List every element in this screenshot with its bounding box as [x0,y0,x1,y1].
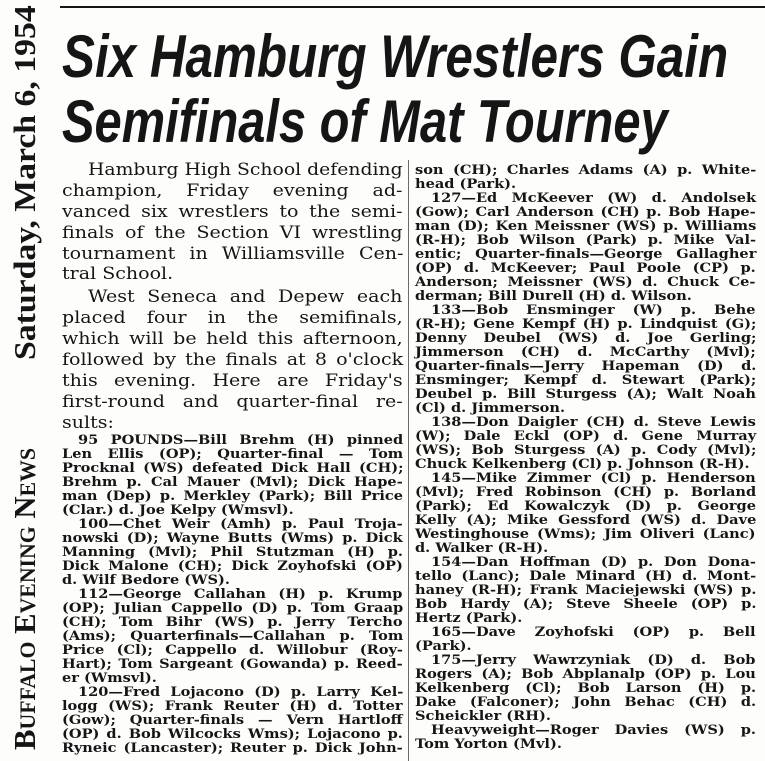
intro-line [62,160,403,181]
results-line-text: Kelly (A); Mike Gessford (WS) d. Dave [415,513,757,528]
results-line [415,542,756,556]
results-line [62,518,403,532]
intro-line-text: placed four in the semifinals, [62,308,403,329]
results-line-text: 112—George Callahan (H) p. Krump [78,586,403,602]
publication-date: Saturday, March 6, 1954 [7,5,42,360]
results-line-text: (OP) d. Bob Wilcocks Wms); Lojacono p. [62,726,403,742]
results-line [62,728,403,742]
results-line-text: (Gow); Carl Anderson (CH) p. Bob Hape- [415,205,756,220]
results-line-text: haney (R-H); Frank Maciejewski (WS) p. [415,583,757,598]
intro-line [62,287,403,308]
results-line-text: er (Wmsvl). [62,670,157,686]
results-line [415,220,756,234]
results-list-left [62,434,403,756]
results-line [415,178,756,192]
results-paragraph [62,434,403,518]
results-line-text: derman; Bill Durell (H) d. Wilson. [415,289,692,304]
results-line [415,360,756,374]
results-line [62,504,403,518]
intro-line [62,350,403,371]
headline [62,24,765,154]
results-line-text: Price (Cl); Cappello d. Willobur (Roy- [62,642,403,658]
results-line [415,584,756,598]
results-line-text: Denny Deubel (WS) d. Joe Gerling; [415,331,757,346]
results-line-text: (Mvl); Fred Robinson (CH) p. Borland [415,485,757,500]
results-line-text: head (Park). [415,177,517,192]
headline-line-2-text: Semifinals of Mat Tourney [62,88,668,155]
results-line [415,318,756,332]
intro-line-text: finals of the Section VI wrestling [62,222,403,243]
left-column [62,160,403,756]
results-line-text: 175—Jerry Wawrzyniak (D) d. Bob [431,653,756,668]
results-line-text: (Park); Ed Kowalczyk (D) p. George [415,499,756,514]
results-line [62,448,403,462]
results-line-text: man (D); Ken Meissner (WS) p. Williams [415,219,757,234]
results-line [62,644,403,658]
results-line [62,714,403,728]
results-line-text: Heavyweight—Roger Davies (WS) p. [431,723,756,738]
results-line [415,570,756,584]
results-line [415,668,756,682]
intro-line-text: West Seneca and Depew each [88,287,403,308]
results-paragraph [415,164,756,192]
results-paragraph [415,472,756,556]
results-line-text: nowski (D); Wayne Butts (Wms) p. Dick [62,530,403,546]
results-line [415,528,756,542]
headline-line-1-text: Six Hamburg Wrestlers Gain [62,23,729,90]
results-line-text: Ryneic (Lancaster); Reuter p. Dick John- [62,740,403,756]
results-line [415,458,756,472]
results-line-text: Dick Malone (CH); Dick Zoyhofski (OP) [62,558,403,574]
results-line [415,444,756,458]
results-line [415,472,756,486]
results-line [62,434,403,448]
results-line [415,374,756,388]
results-line-text: d. Walker (R-H). [415,541,549,556]
intro-line [62,329,403,350]
results-line [415,724,756,738]
results-line-text: (OP) d. McKeever; Paul Poole (CP) p. [415,261,756,276]
headline-line [62,24,765,89]
intro-line [62,223,403,244]
results-line [415,206,756,220]
results-line [415,612,756,626]
results-paragraph [62,588,403,686]
results-paragraph [415,304,756,416]
results-line [415,598,756,612]
results-line [62,672,403,686]
results-line-text: 95 POUNDS—Bill Brehm (H) pinned [78,432,404,448]
results-line [415,710,756,724]
results-line-text: (W); Dale Eckl (OP) d. Gene Murray [415,429,757,444]
results-line [415,626,756,640]
results-line [62,742,403,756]
results-line-text: (Clar.) d. Joe Kelpy (Wmsvl). [62,502,294,518]
results-line-text: man (Dep) p. Merkley (Park); Bill Price [62,488,403,504]
results-line-text: Chuck Kelkenberg (Cl) p. Johnson (R-H). [415,457,750,472]
results-line-text: (CH); Tom Bihr (WS) p. Jerry Tercho [62,614,403,630]
results-line-text: Rogers (A); Bob Abplanalp (OP) p. Lou [415,667,756,682]
results-line [415,402,756,416]
results-line-text: Hertz (Park). [415,611,523,626]
results-line-text: Bob Hardy (A); Steve Sheele (OP) p. [415,597,757,612]
results-line-text: Brehm p. Cal Mauer (Mvl); Dick Hape- [62,474,403,490]
intro-line-text: which will be held this afternoon, [62,329,403,350]
results-line [415,430,756,444]
results-line [415,738,756,752]
results-line-text: 133—Bob Ensminger (W) p. Behe [431,303,756,318]
results-line [62,532,403,546]
results-paragraph [62,686,403,756]
results-line [415,346,756,360]
results-line-text: son (CH); Charles Adams (A) p. White- [415,163,757,178]
results-paragraph [415,654,756,724]
results-line-text: (R-H); Bob Wilson (Park) p. Mike Val- [415,233,757,248]
results-line [415,416,756,430]
results-line-text: 154—Dan Hoffman (D) p. Don Dona- [431,555,756,570]
results-line [415,192,756,206]
intro-line [62,181,403,202]
results-line [62,588,403,602]
results-line-text: Ensminger; Kempf d. Stewart (Park); [415,373,757,388]
results-line-text: 138—Don Daigler (CH) d. Steve Lewis [431,415,756,430]
results-line [415,234,756,248]
newspaper-name: Buffalo Evening News [7,448,42,750]
results-line [415,332,756,346]
results-line [415,556,756,570]
results-line-text: logg (WS); Frank Reuter (H) d. Totter [62,698,403,714]
results-line [415,304,756,318]
results-line-text: Anderson; Meissner (WS) d. Chuck Ce- [415,275,756,290]
results-line [415,654,756,668]
results-line [62,658,403,672]
results-line [62,490,403,504]
results-line-text: Jimmerson (CH) d. McCarthy (Mvl); [415,345,756,360]
results-line [415,276,756,290]
results-paragraph [415,724,756,752]
results-line [62,546,403,560]
results-line-text: Manning (Mvl); Phil Stutzman (H) p. [62,544,403,560]
results-line [415,388,756,402]
intro-line [62,244,403,265]
results-line [415,164,756,178]
results-line [415,696,756,710]
results-line [415,640,756,654]
intro-line [62,308,403,329]
results-line-text: Quarter-finals—Jerry Hapeman (D) d. [415,359,757,374]
results-paragraph [415,192,756,304]
intro-line-text: vanced six wrestlers to the semi- [62,201,403,222]
results-paragraph [415,556,756,626]
results-line [62,616,403,630]
intro-line-text: Hamburg High School defending [88,160,403,180]
column-divider [408,160,409,761]
results-line-text: Hart); Tom Sargeant (Gowanda) p. Reed- [62,656,403,672]
results-line-text: 120—Fred Lojacono (D) p. Larry Kel- [78,684,404,700]
results-line [62,602,403,616]
results-line-text: Procknal (WS) defeated Dick Hall (CH); [62,460,404,476]
results-line-text: Deubel p. Bill Sturgess (A); Walt Noah [415,387,757,402]
results-line-text: d. Wilf Bedore (WS). [62,572,230,588]
intro-line-text: tournament in Williamsville Cen- [62,243,404,264]
intro-line-text: tral School. [62,264,174,285]
intro-line-text: first-round and quarter-final re- [62,391,403,412]
results-paragraph [415,626,756,654]
results-list-right [415,164,756,752]
results-line-text: 145—Mike Zimmer (Cl) p. Henderson [431,471,756,486]
results-line-text: Dake (Falconer); John Behac (CH) d. [415,695,757,710]
results-line [62,462,403,476]
results-line [415,248,756,262]
results-paragraph [62,518,403,588]
results-line [62,560,403,574]
results-line-text: 165—Dave Zoyhofski (OP) p. Bell [431,625,756,640]
intro-line-text: this evening. Here are Friday's [62,370,403,391]
results-line [415,514,756,528]
results-line-text: Tom Yorton (Mvl). [415,737,562,752]
results-line-text: (Park). [415,639,472,654]
results-line [62,574,403,588]
results-line-text: Len Ellis (OP); Quarter-final — Tom [62,446,404,462]
results-line-text: (OP); Julian Cappello (D) p. Tom Graap [62,600,404,616]
results-line [415,486,756,500]
results-line [415,262,756,276]
top-rule [60,6,765,8]
results-line [415,682,756,696]
results-line-text: Westinghouse (Wms); Jim Oliveri (Lanc) [415,527,756,542]
results-line-text: (WS); Bob Sturgess (A) p. Cody (Mvl); [415,443,757,458]
intro-line-text: followed by the finals at 8 o'clock [62,350,404,371]
results-line-text: Kelkenberg (Cl); Bob Larson (H) p. [415,681,757,696]
results-line [62,476,403,490]
intro-paragraph [62,287,403,433]
results-line [62,630,403,644]
masthead-strip [0,0,50,761]
results-line-text: (Gow); Quarter-finals — Vern Hartloff [62,712,403,728]
headline-line [62,89,765,154]
intro-line-text: champion, Friday evening ad- [62,180,403,201]
intro-line [62,264,403,285]
intro-paragraph [62,160,403,285]
results-line-text: (Ams); Quarterfinals—Callahan p. Tom [62,628,404,644]
intro-text [62,160,403,434]
intro-line [62,202,403,223]
results-line-text: 100—Chet Weir (Amh) p. Paul Troja- [78,516,403,532]
results-line [62,700,403,714]
right-column [415,164,756,752]
intro-line [62,371,403,392]
intro-line-text: sults: [62,412,114,433]
results-line-text: 127—Ed McKeever (W) d. Andolsek [431,191,757,206]
results-line-text: (Cl) d. Jimmerson. [415,401,566,416]
results-line-text: entic; Quarter-finals—George Gallagher [415,247,757,262]
results-line [62,686,403,700]
intro-line [62,413,403,434]
results-paragraph [415,416,756,472]
results-line-text: tello (Lanc); Dale Minard (H) d. Mont- [415,569,757,584]
results-line [415,500,756,514]
results-line-text: Scheickler (RH). [415,709,551,724]
results-line-text: (R-H); Gene Kempf (H) p. Lindquist (G); [415,317,757,332]
results-line [415,290,756,304]
intro-line [62,392,403,413]
